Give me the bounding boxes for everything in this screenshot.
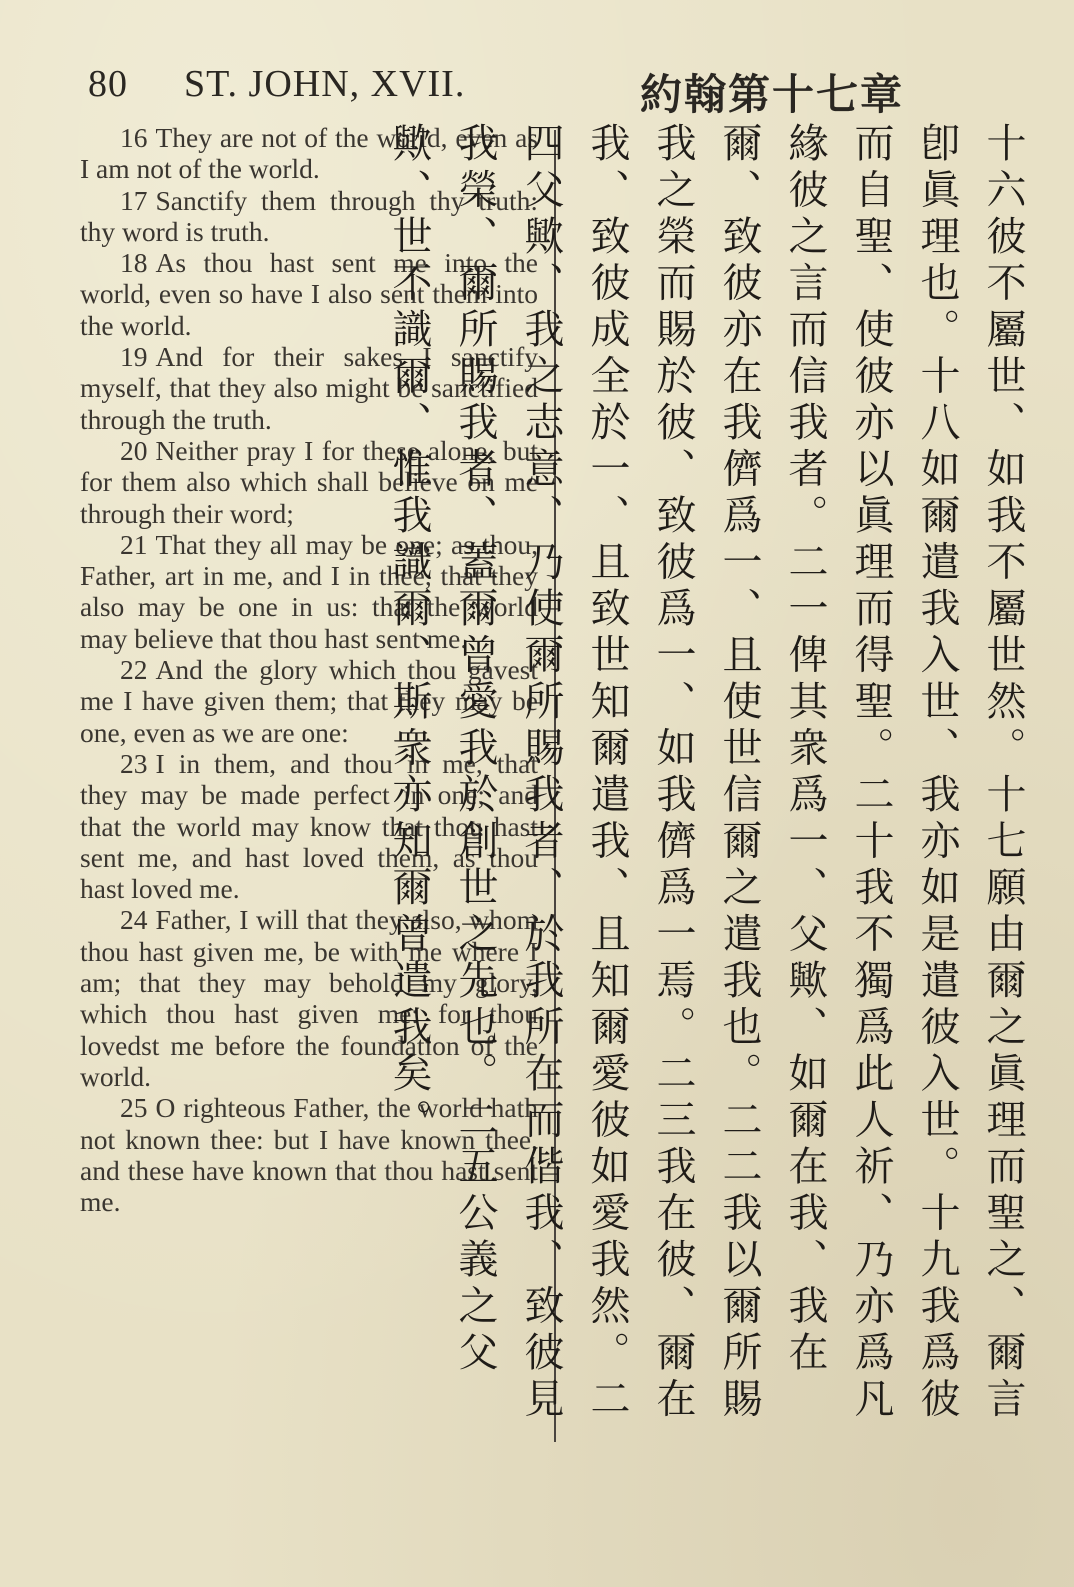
verse-text: And for their sakes I sanctify myself, that they also might be sanctified through the truth. <box>80 341 538 435</box>
verse-number: 20 <box>120 434 148 466</box>
verse-number: 24 <box>120 904 148 936</box>
verse-number: 16 <box>120 122 148 153</box>
running-title: ST. JOHN, XVII. <box>184 63 466 105</box>
page-number: 80 <box>88 63 128 105</box>
verse-text: O righteous Father, the world hath not known thee: but I have known thee, and these have known that thou hast sent me. <box>80 1092 538 1218</box>
verse-number: 23 <box>120 747 148 779</box>
verse-text: Neither pray I for these alone, but for them also which shall believe on me through their word; <box>80 434 538 529</box>
verse-number: 17 <box>120 184 148 216</box>
verse-text: And the glory which thou gavest me I have given them; that they may be one, even as we are one: <box>80 654 538 748</box>
verse-text: That they all may be one; as thou, Father, art in me, and I in thee, that they also may be one in us: that the world may believe that thou hast sent me. <box>80 528 538 654</box>
verse-text: They are not of the world, even as I am not of the world. <box>80 122 538 185</box>
verse-text: Sanctify them through thy truth: thy word is truth. <box>80 184 538 247</box>
verse-text: Father, I will that they also, whom thou hast given me, be with me where I am; that they may behold my glory, which thou hast given me: for thou lovedst me before the foundation of the world. <box>80 904 538 1092</box>
verse-number: 19 <box>120 341 148 373</box>
verse-text: I in them, and thou in me, that they may be made perfect in one; and that the world may know that thou hast sent me, and hast loved them, as thou hast loved me. <box>80 747 538 905</box>
verse-text: As thou hast sent me into the world, even so have I also sent them into the world. <box>80 247 538 341</box>
verse-number: 21 <box>120 528 148 560</box>
verse-number: 18 <box>120 247 148 279</box>
chinese-text-column: 十六彼不屬世、如我不屬世然。十七願由爾之眞理而聖之、爾言卽眞理也。十八如爾遣我入世、我亦如是遣彼入世。十九我爲彼而自聖、使彼亦以眞理而得聖。二十我不獨爲此人祈、乃亦爲凡緣彼之言而信我者。二一俾其衆爲一、父歟、如爾在我、我在爾、致彼亦在我儕爲一、且使世信爾之遣我也。二二我以爾所賜我之榮而賜於彼、致彼爲一、如我儕爲一焉。二三我在彼、爾在我、致彼成全於一、且致世知爾遣我、且知爾愛彼如愛我然。二四父歟、我之志意、乃使爾所賜我者、於我所在而偕我、致彼見我榮、爾所賜我者、蓋爾曾愛我於創世之先也。二五公義之父歟、世不識爾、惟我識爾、斯衆亦知爾曾遣我矣。 <box>386 122 1026 1424</box>
running-title-chinese: 約翰第十七章 <box>640 70 905 119</box>
verse-number: 22 <box>120 654 148 686</box>
verse-number: 25 <box>120 1092 148 1124</box>
